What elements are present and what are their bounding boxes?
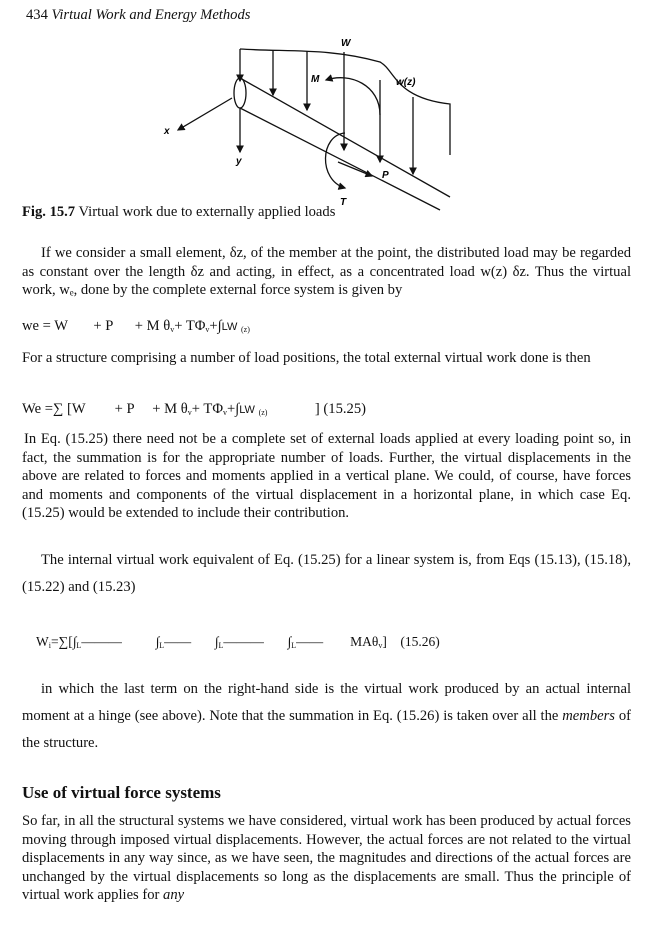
emphasis: members — [562, 708, 615, 724]
eq-sub: v — [187, 408, 192, 417]
eq-term: We =∑ [W — [22, 401, 86, 417]
label-W: W — [341, 38, 351, 49]
paragraph-3: In Eq. (15.25) there need not be a complete set of external loads applied at every loading point so, in fact, the summation is for the appropriate number of loads. Further, the virtual displacements in the above are related to forces and moments applied in a vertical plane. We could, of course, have forces and moments and components of the virtual displacement in a horizontal plane, in which case Eq. (15.25) would be extended to include their contribution. — [22, 431, 631, 521]
eq-term: MAθ — [350, 634, 379, 649]
eq-term: ] — [382, 634, 387, 649]
label-P: P — [382, 170, 389, 181]
eq-term: ] (15.25) — [314, 401, 366, 417]
eq-term: + P — [93, 318, 113, 334]
text: So far, in all the structural systems we have considered, virtual work has been produced by actual forces moving through imposed virtual displacements. However, the actual forces are not related to the virtual displacements in any way since, as we have seen, the magnitudes and directions of the actual forces are unchanged by the virtual displacements so long as the displacements are small. Thus the principle of virtual work applies for — [22, 813, 631, 903]
paragraph-6 — [22, 812, 631, 905]
caption-label: Fig. 15.7 — [22, 204, 76, 220]
paragraph-5 — [22, 676, 631, 757]
eq-term: + M θ — [152, 401, 188, 417]
eq-sub: v — [378, 641, 383, 650]
eq-number: (15.26) — [400, 634, 440, 649]
eq-sub: v — [223, 408, 227, 417]
text: of the structure. — [22, 708, 632, 751]
eq-term: LW — [221, 321, 238, 333]
equation-15-25 — [22, 400, 631, 423]
eq-term: ∫ — [287, 634, 292, 649]
eq-term: + TΦ — [174, 318, 206, 334]
page-header — [26, 6, 635, 25]
label-x: x — [164, 126, 170, 137]
eq-term: + M θ — [134, 318, 171, 334]
eq-sub: L — [218, 641, 224, 650]
paragraph-1: If we consider a small element, δz, of the member at the point, the distributed load may be regarded as constant over the length δz and acting, in effect, as a concentrated load w(z) δz. Thus the virtual work, wₑ, done by the complete external force system is given by — [22, 245, 631, 298]
paragraph-2: For a structure comprising a number of load positions, the total external virtual work done is then — [22, 350, 591, 366]
paragraph-4: The internal virtual work equivalent of Eq. (15.25) for a linear system is, from Eqs (15.13), (15.18), (15.22) and (15.23) — [22, 552, 631, 595]
eq-sub: L — [291, 641, 297, 650]
eq-sub: v — [205, 325, 210, 334]
text: in which the last term on the right-hand side is the virtual work produced by an actual internal moment at a hinge (see above). Note that the summation in Eq. (15.26) is taken over all the — [22, 681, 631, 724]
eq-term: we = W — [22, 318, 68, 334]
eq-sub: L — [159, 641, 165, 650]
figure-beam-diagram — [0, 28, 653, 208]
eq-term: =∑[∫ — [50, 634, 77, 649]
eq-term: + P — [114, 401, 135, 417]
eq-sub: v — [170, 325, 175, 334]
eq-sub: L — [76, 641, 82, 650]
eq-term: + TΦ — [191, 401, 223, 417]
running-title: Virtual Work and Energy Methods — [51, 7, 251, 23]
equation-we — [22, 317, 631, 340]
section-heading: Use of virtual force systems — [22, 783, 221, 802]
eq-term: LW — [239, 404, 255, 416]
label-M: M — [311, 74, 320, 85]
figure-caption — [22, 203, 631, 222]
eq-term: W — [36, 634, 49, 649]
page-number: 434 — [26, 7, 48, 23]
caption-text: Virtual work due to externally applied loads — [78, 204, 336, 220]
label-wz: w(z) — [396, 77, 416, 88]
label-T: T — [340, 197, 347, 208]
eq-term: +∫ — [227, 401, 240, 417]
eq-sub: (z) — [258, 408, 268, 417]
eq-sub: (z) — [240, 325, 250, 334]
eq-term: +∫ — [209, 318, 222, 334]
eq-sub: i — [48, 641, 51, 650]
label-y: y — [236, 156, 242, 167]
distributed-load-curve — [240, 49, 450, 155]
eq-term: ∫ — [155, 634, 160, 649]
equation-15-26: $W_i=\sum[\int_L———$ $\int_L——$ $\int_L———$ $\int_L——$ MAθ$_v$] (15.26) — [36, 634, 440, 650]
eq-term: ∫ — [214, 634, 219, 649]
emphasis: any — [163, 887, 185, 903]
